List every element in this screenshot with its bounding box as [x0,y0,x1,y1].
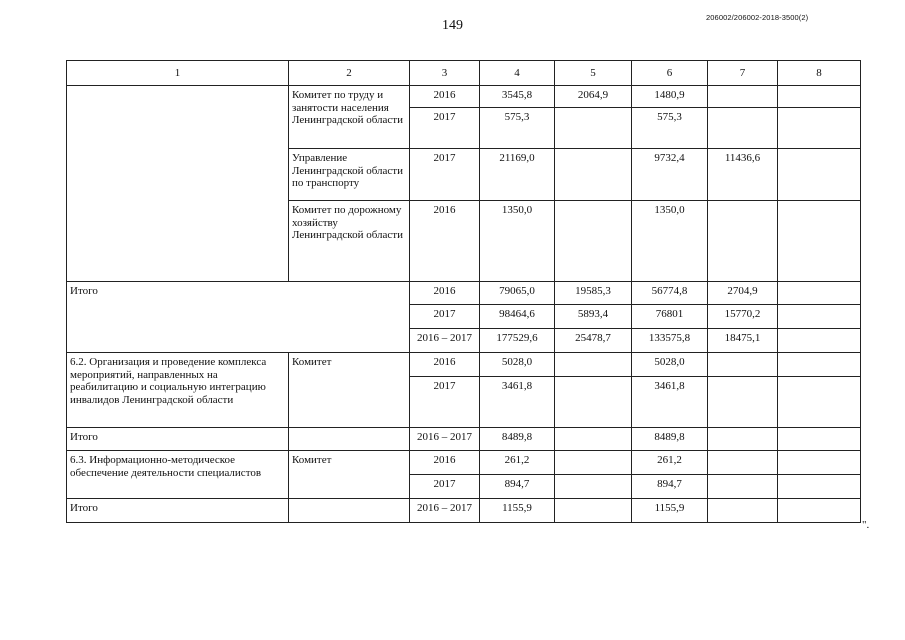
table-row [67,428,861,451]
value-cell [778,86,861,108]
value-cell: 98464,6 [480,305,555,329]
year-cell: 2016 [410,201,480,282]
year-cell: 2016 [410,451,480,475]
value-cell: 894,7 [632,475,708,499]
total-label-cell: Итого [67,282,410,353]
table-row [67,499,861,523]
value-cell [778,282,861,305]
value-cell [778,499,861,523]
header-cell: 6 [632,61,708,86]
value-cell: 1480,9 [632,86,708,108]
value-cell: 5028,0 [480,353,555,377]
year-cell: 2016 – 2017 [410,428,480,451]
value-cell: 15770,2 [708,305,778,329]
value-cell: 18475,1 [708,329,778,353]
value-cell: 3461,8 [632,377,708,428]
value-cell: 21169,0 [480,149,555,201]
value-cell: 894,7 [480,475,555,499]
executor-cell: Управление Ленинградской области по транспорту [289,149,410,201]
value-cell [778,353,861,377]
value-cell [778,377,861,428]
value-cell: 575,3 [480,108,555,149]
header-cell: 4 [480,61,555,86]
executor-cell [289,428,410,451]
year-cell: 2016 [410,282,480,305]
year-cell: 2016 – 2017 [410,499,480,523]
value-cell [778,451,861,475]
value-cell [708,108,778,149]
header-cell: 5 [555,61,632,86]
value-cell [778,149,861,201]
value-cell: 8489,8 [480,428,555,451]
value-cell [708,451,778,475]
value-cell [555,377,632,428]
budget-table [66,60,861,523]
value-cell: 261,2 [632,451,708,475]
value-cell [708,499,778,523]
executor-cell: Комитет по труду и занятости населения Ленинградской области [289,86,410,149]
executor-cell: Комитет [289,451,410,499]
value-cell [555,149,632,201]
value-cell: 5893,4 [555,305,632,329]
executor-cell: Комитет по дорожному хозяйству Ленинградской области [289,201,410,282]
value-cell: 575,3 [632,108,708,149]
value-cell: 5028,0 [632,353,708,377]
value-cell [708,201,778,282]
value-cell [708,86,778,108]
value-cell [555,108,632,149]
value-cell: 56774,8 [632,282,708,305]
value-cell: 3545,8 [480,86,555,108]
value-cell: 2064,9 [555,86,632,108]
value-cell [778,428,861,451]
header-cell: 8 [778,61,861,86]
value-cell [778,305,861,329]
total-label-cell: Итого [67,499,289,523]
header-cell: 2 [289,61,410,86]
year-cell: 2017 [410,475,480,499]
year-cell: 2017 [410,108,480,149]
value-cell [708,428,778,451]
header-cell: 1 [67,61,289,86]
value-cell [708,475,778,499]
value-cell: 1155,9 [480,499,555,523]
year-cell: 2017 [410,305,480,329]
activity-cell-empty [67,86,289,282]
value-cell: 1350,0 [480,201,555,282]
table-row [67,353,861,377]
value-cell: 2704,9 [708,282,778,305]
table-row [67,86,861,108]
value-cell: 133575,8 [632,329,708,353]
value-cell: 177529,6 [480,329,555,353]
value-cell [778,108,861,149]
value-cell: 8489,8 [632,428,708,451]
value-cell [555,451,632,475]
year-cell: 2016 [410,86,480,108]
page-number: 149 [442,18,463,33]
value-cell [555,475,632,499]
header-row [67,61,861,86]
closing-quote-mark: ". [862,519,870,531]
executor-cell: Комитет [289,353,410,428]
value-cell: 79065,0 [480,282,555,305]
value-cell [708,377,778,428]
total-label-cell: Итого [67,428,289,451]
year-cell: 2016 [410,353,480,377]
table-row [67,282,861,305]
year-cell: 2017 [410,377,480,428]
header-cell: 7 [708,61,778,86]
value-cell: 1155,9 [632,499,708,523]
value-cell [778,201,861,282]
value-cell: 261,2 [480,451,555,475]
value-cell [555,353,632,377]
executor-cell [289,499,410,523]
activity-cell: 6.3. Информационно-методическое обеспечение деятельности специалистов [67,451,289,499]
value-cell [778,329,861,353]
value-cell [555,428,632,451]
value-cell: 25478,7 [555,329,632,353]
value-cell: 1350,0 [632,201,708,282]
year-cell: 2017 [410,149,480,201]
value-cell: 76801 [632,305,708,329]
value-cell [708,353,778,377]
document-code: 206002/206002-2018-3500(2) [706,13,809,22]
value-cell [778,475,861,499]
value-cell: 9732,4 [632,149,708,201]
value-cell: 11436,6 [708,149,778,201]
value-cell: 19585,3 [555,282,632,305]
value-cell: 3461,8 [480,377,555,428]
year-cell: 2016 – 2017 [410,329,480,353]
value-cell [555,201,632,282]
header-cell: 3 [410,61,480,86]
activity-cell: 6.2. Организация и проведение комплекса мероприятий, направленных на реабилитацию и социальную интеграцию инвалидов Ленинградской области [67,353,289,428]
value-cell [555,499,632,523]
table-row [67,451,861,475]
